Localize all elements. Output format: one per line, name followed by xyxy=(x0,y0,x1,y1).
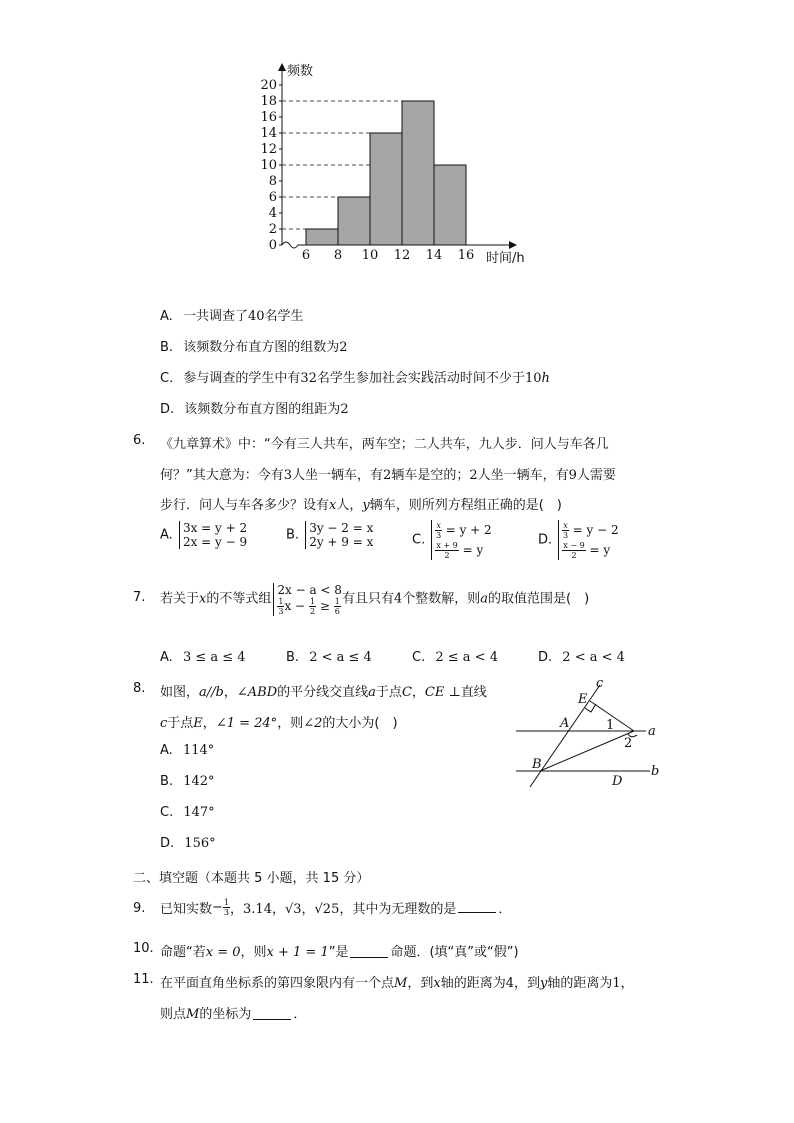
label-angle-2: 2 xyxy=(624,736,633,751)
option-label: D. xyxy=(538,650,553,665)
histogram-bar xyxy=(402,101,434,245)
equation-system: 3x = y + 2 2x = y − 9 xyxy=(179,521,247,549)
option-label: C. xyxy=(412,532,426,548)
answer-blank[interactable] xyxy=(350,956,388,958)
q8-option-c[interactable] xyxy=(160,805,215,820)
frequency-histogram xyxy=(250,55,550,275)
question-number: 7. xyxy=(133,590,146,605)
y-tick-label: 12 xyxy=(260,142,277,157)
x-tick-label: 6 xyxy=(301,248,311,263)
y-tick-label: 2 xyxy=(268,222,277,237)
y-tick-label: 4 xyxy=(268,206,277,221)
x-tick-label: 14 xyxy=(425,248,443,263)
question-number: 11. xyxy=(133,972,154,987)
equation-system: $\frac{x}{3}$ = y − 2 $\frac{x - 9}{2}$ = y xyxy=(558,520,618,560)
question-number: 8. xyxy=(133,681,146,696)
y-tick-label: 8 xyxy=(268,174,277,189)
label-d-point: D xyxy=(612,774,623,789)
y-tick-label: 0 xyxy=(268,238,277,253)
q7-option-c[interactable] xyxy=(412,650,498,665)
answer-blank[interactable] xyxy=(458,911,496,913)
label-angle-1: 1 xyxy=(606,718,615,733)
option-text: 147° xyxy=(183,805,215,820)
option-label: A. xyxy=(160,743,173,758)
histogram-bar xyxy=(434,165,466,245)
q8-stem-line2: c于点E，∠1 = 24°，则∠2的大小为( ) xyxy=(160,716,398,731)
q11-stem-line1: 在平面直角坐标系的第四象限内有一个点M，到x轴的距离为4，到y轴的距离为1， xyxy=(160,976,634,991)
q8-geometry-figure xyxy=(510,675,670,795)
option-label: B. xyxy=(160,340,174,355)
option-text: 142° xyxy=(183,774,215,789)
q8-stem-line1: 如图，a//b，∠ABD的平分线交直线a于点C，CE ⊥直线 xyxy=(160,685,487,700)
label-e: E xyxy=(578,692,588,707)
option-number: 32 xyxy=(300,371,317,386)
q8-option-d[interactable] xyxy=(160,836,216,851)
q6-stem-line2: 何？”其大意为：今有3人坐一辆车，有2辆车是空的；2人坐一辆车，有9人需要 xyxy=(160,468,616,483)
q6-stem-line1: 《九章算术》中：“今有三人共车，两车空；二人共车，九人步．问人与车各几 xyxy=(160,437,609,452)
option-number: 40 xyxy=(247,309,265,324)
option-text: 参与调查的学生中有 xyxy=(183,371,301,386)
option-unit: h xyxy=(541,371,550,386)
q7-option-d[interactable] xyxy=(538,650,625,665)
equation-system: $\frac{x}{3}$ = y + 2 $\frac{x + 9}{2}$ = y xyxy=(431,520,491,560)
histogram-bar xyxy=(306,229,338,245)
option-text: 该频数分布直方图的组数为 xyxy=(183,340,340,355)
section-heading: 二、填空题（本题共 5 小题，共 15 分） xyxy=(133,871,370,886)
q8-option-a[interactable] xyxy=(160,743,214,758)
y-tick-label: 16 xyxy=(260,110,277,125)
label-b-point: B xyxy=(532,757,542,772)
option-text: 名学生参加社会实践活动时间不少于 xyxy=(316,371,525,386)
option-label: A. xyxy=(160,650,173,665)
q5-option-d[interactable] xyxy=(160,398,349,417)
q10-stem: 命题“若x = 0，则x + 1 = 1”是 命题．(填“真”或“假”) xyxy=(160,945,519,960)
histogram-bars xyxy=(306,101,466,245)
label-c: c xyxy=(596,676,604,691)
option-label: D. xyxy=(538,532,553,548)
label-a-point: A xyxy=(560,716,570,731)
q11-stem-line2: 则点M的坐标为 ． xyxy=(160,1007,307,1022)
q5-option-b[interactable] xyxy=(160,336,348,355)
q9-stem: 已知实数− $\frac{1}{3}$ ，3.14，√3，√25，其中为无理数的是 ． xyxy=(160,898,512,917)
option-label: D. xyxy=(160,836,175,851)
answer-blank[interactable] xyxy=(253,1018,291,1020)
q5-option-c[interactable] xyxy=(160,367,550,386)
x-tick-label: 8 xyxy=(333,248,343,263)
option-text: 2 < a ≤ 4 xyxy=(309,650,372,665)
x-tick-label: 12 xyxy=(393,248,411,263)
option-text: 一共调查了 xyxy=(182,309,248,324)
option-number: 10 xyxy=(524,371,542,386)
histogram-bar xyxy=(370,133,402,245)
q6-stem-line3: 步行．问人与车各多少？设有x人，y辆车，则所列方程组正确的是( ) xyxy=(160,498,562,513)
y-tick-label: 18 xyxy=(260,94,277,109)
option-text: 2 < a < 4 xyxy=(562,650,625,665)
option-text: 2 ≤ a < 4 xyxy=(435,650,498,665)
option-text: 3 ≤ a ≤ 4 xyxy=(182,650,246,665)
q6-option-a[interactable] xyxy=(160,521,247,549)
y-tick-label: 14 xyxy=(260,126,277,141)
option-label: A. xyxy=(160,527,173,543)
option-text: 156° xyxy=(184,836,216,851)
q5-option-a[interactable] xyxy=(160,305,304,324)
q8-option-b[interactable] xyxy=(160,774,215,789)
question-number: 10. xyxy=(133,941,154,956)
histogram-x-axis-label: 时间/h xyxy=(486,251,525,266)
histogram-y-ticks xyxy=(260,78,282,253)
q7-stem: 若关于x的不等式组 2x − a < 8 $\frac{1}{3}$ x − $\frac{1}{2}$ ≥ $\frac{1}{6}$ 有且只有4个整数解，则a的取值范围是( ) xyxy=(160,583,590,616)
y-axis-arrow xyxy=(278,63,286,71)
y-tick-label: 6 xyxy=(268,190,277,205)
q7-option-b[interactable] xyxy=(286,650,372,665)
q6-option-c[interactable] xyxy=(412,520,492,560)
option-text: 该频数分布直方图的组距为 xyxy=(184,402,341,417)
option-label: B. xyxy=(160,774,174,789)
q6-option-d[interactable] xyxy=(538,520,619,560)
equation-system: 3y − 2 = x 2y + 9 = x xyxy=(305,521,373,549)
question-number: 6. xyxy=(133,433,146,448)
x-tick-label: 16 xyxy=(457,248,475,263)
option-number: 2 xyxy=(340,402,349,417)
y-tick-label: 10 xyxy=(260,158,277,173)
question-number: 9. xyxy=(133,901,146,916)
option-label: D. xyxy=(160,402,175,417)
x-axis-arrow xyxy=(509,241,517,249)
option-label: C. xyxy=(160,371,174,386)
option-text: 114° xyxy=(182,743,215,758)
option-label: B. xyxy=(286,650,300,665)
label-line-b: b xyxy=(651,764,660,779)
label-line-a: a xyxy=(648,724,656,739)
y-tick-label: 20 xyxy=(260,78,277,93)
option-label: A. xyxy=(160,309,173,324)
q7-option-a[interactable] xyxy=(160,650,246,665)
x-tick-label: 10 xyxy=(361,248,379,263)
q6-option-b[interactable] xyxy=(286,521,373,549)
option-label: C. xyxy=(412,650,426,665)
histogram-y-axis-label: 频数 xyxy=(287,64,314,79)
option-label: B. xyxy=(286,527,300,543)
option-label: C. xyxy=(160,805,174,820)
inequality-system: 2x − a < 8 $\frac{1}{3}$ x − $\frac{1}{2}$ ≥ $\frac{1}{6}$ xyxy=(273,583,342,616)
option-number: 2 xyxy=(339,340,348,355)
histogram-x-ticks xyxy=(302,248,474,263)
option-text: 名学生 xyxy=(264,309,304,324)
histogram-bar xyxy=(338,197,370,245)
